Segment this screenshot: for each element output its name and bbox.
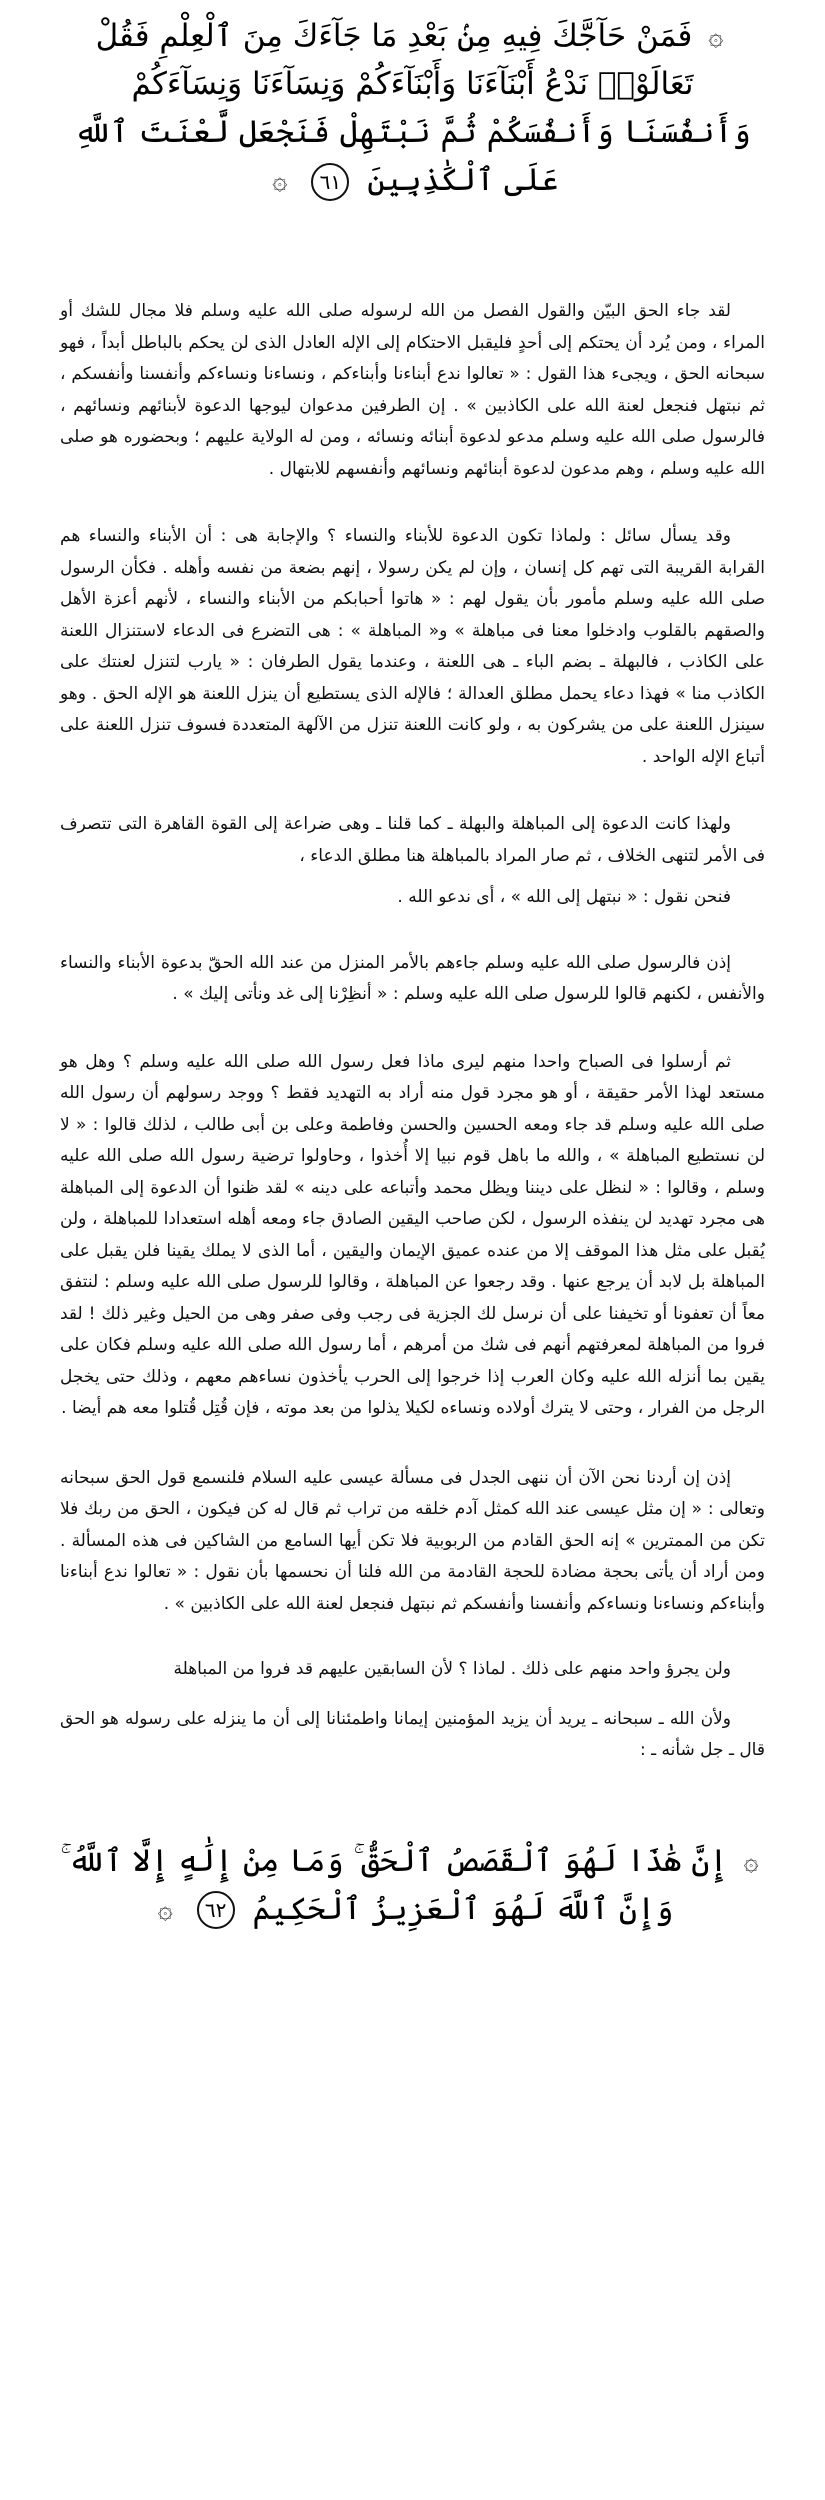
paragraph-3: ولهذا كانت الدعوة إلى المباهلة والبهلة ـ كما قلنا ـ وهى ضراعة إلى القوة القاهرة التى تتصرف فى الأمر لتنهى الخلاف ، ثم صار المراد بالمباهلة هنا مطلق الدعاء ،	[60, 814, 765, 866]
ayah-number-badge: ٦١	[311, 163, 349, 201]
ayah-number-badge: ٦٢	[197, 1891, 235, 1929]
verse-line-2: تَعَالَوْا۟ نَدْعُ أَبْنَآءَنَا وَأَبْنَآءَكُمْ وَنِسَآءَنَا وَنِسَآءَكُمْ	[131, 66, 694, 103]
ornament-icon: ۞	[272, 166, 288, 197]
quran-verse-top	[60, 0, 765, 270]
quote-line: فنحن نقول : « نبتهل إلى الله » ، أى ندعو الله .	[397, 887, 731, 907]
verse-bottom-line-2: وَإِنَّ ٱللَّهَ لَهُوَ ٱلْعَزِيزُ ٱلْحَكِيمُ	[252, 1890, 674, 1927]
paragraph-6: إذن إن أردنا نحن الآن أن ننهى الجدل فى مسألة عيسى عليه السلام فلنسمع قول الحق سبحانه وتعالى : « إن مثل عيسى عند الله كمثل آدم خلقه من تراب ثم قال له كن فيكون ، الحق من ربك فلا تكن من الممترين » إنه الحق القادم من الربوبية فلا تكن أيها السامع من الشاكين فى هذه المسألة . ومن أراد أن يأتى بحجة مضادة للحجة القادمة من الله فلنا أن نحسمها بأن نقول : « تعالوا ندع أبناءنا وأبناءكم ونساءنا ونساءكم وأنفسنا وأنفسكم ثم نبتهل فنجعل لعنة الله على الكاذبين » .	[60, 1467, 765, 1614]
paragraph-1: لقد جاء الحق البيّن والقول الفصل من الله لرسوله صلى الله عليه وسلم فلا مجال للشك أو المراء ، ومن يُرد أن يحتكم إلى أحدٍ فليقبل الاحتكام إلى الإله العادل الذى لن يحكم بالباطل أبداً ، فهو سبحانه الحق ، ويجىء هذا القول : « تعالوا ندع أبناءنا وأبناءكم ، ونساءنا ونساءكم وأنفسنا وأنفسكم ، ثم نبتهل فنجعل لعنة الله على الكاذبين » . إن الطرفين مدعوان ليوجها الدعوة لأبنائهم ونسائهم ، فالرسول صلى الله عليه وسلم مدعو لدعوة أبنائه ونسائه ، ومن له الولاية عليهم ؛ وبحضوره هو صلى الله عليه وسلم ، وهم مدعون لدعوة أبنائهم ونسائهم وأنفسهم للابتهال .	[60, 301, 765, 479]
ornament-icon: ۞	[743, 1846, 759, 1877]
verse-bottom-line-1: إِنَّ هَٰذَا لَهُوَ ٱلْقَصَصُ ٱلْحَقُّ ۚ وَمَا مِنْ إِلَٰهٍ إِلَّا ٱللَّهُ ۚ	[60, 1842, 728, 1879]
verse-line-1: فَمَنْ حَآجَّكَ فِيهِ مِنۢ بَعْدِ مَا جَآءَكَ مِنَ ٱلْعِلْمِ فَقُلْ	[95, 18, 693, 54]
paragraph-7: ولن يجرؤ واحد منهم على ذلك . لماذا ؟ لأن السابقين عليهم قد فروا من المباهلة	[173, 1659, 731, 1679]
paragraph-4: إذن فالرسول صلى الله عليه وسلم جاءهم بالأمر المنزل من عند الله الحقّ بدعوة الأبناء والنساء والأنفس ، لكنهم قالوا للرسول صلى الله عليه وسلم : « أنظِرْنا إلى غد ونأتى إليك » .	[60, 952, 765, 1004]
ornament-icon: ۞	[708, 22, 724, 53]
verse-line-3: وَأَنفُسَنَا وَأَنفُسَكُمْ ثُمَّ نَبْتَهِلْ فَنَجْعَل لَّعْنَتَ ٱللَّهِ	[74, 114, 751, 151]
paragraph-2: وقد يسأل سائل : ولماذا تكون الدعوة للأبناء والنساء ؟ والإجابة هى : أن الأبناء والنساء هم القرابة القريبة التى تهم كل إنسان ، وإن لم يكن رسولا ، إنهم بضعة من نفسه وأهله . فكأن الرسول صلى الله عليه وسلم مأمور بأن يقول لهم : « هاتوا أحبابكم من الأبناء والنساء ، لأنهم أعزة الأهل والصقهم بالقلوب وادخلوا معنا فى مباهلة » و« المباهلة » : هى التضرع فى الدعاء لاستنزال اللعنة على الكاذب ، فالبهلة ـ بضم الباء ـ هى اللعنة ، وعندما يقول الطرفان : « يارب لتنزل لعنتك على الكاذب منا » فهذا دعاء يحمل مطلق العدالة ؛ فالإله الذى يستطيع أن ينزل اللعنة هو الإله الحق . وهو سينزل اللعنة على من يشركون به ، ولو كانت اللعنة تنزل من الآلهة المتعددة فسوف تنزل اللعنة على أتباع الإله الواحد .	[60, 526, 765, 767]
paragraph-8: ولأن الله ـ سبحانه ـ يريد أن يزيد المؤمنين إيمانا واطمئنانا إلى أن ما ينزله على رسوله هو الحق قال ـ جل شأنه ـ :	[60, 1708, 765, 1760]
verse-line-4: عَلَى ٱلْكَٰذِبِينَ	[367, 162, 559, 199]
ornament-icon: ۞	[157, 1894, 173, 1925]
paragraph-5: ثم أرسلوا فى الصباح واحدا منهم ليرى ماذا فعل رسول الله صلى الله عليه وسلم ؟ وهل هو مستعد لهذا الأمر حقيقة ، أو هو مجرد قول منه أراد به التهديد فقط ؟ ووجد رسولهم أن رسول الله صلى الله عليه وسلم قد جاء ومعه الحسين والحسن وفاطمة وعلى بن أبى طالب ، لذلك قالوا : « لا لن نستطيع المباهلة » ، والله ما باهل قوم نبيا إلا أُخذوا ، وحاولوا ترضية رسول الله صلى الله عليه وسلم ، وقالوا : « لنظل على ديننا ويظل محمد وأتباعه على دينه » لقد ظنوا أن الدعوة إلى المباهلة هى مجرد تهديد لن ينفذه الرسول ، لكن صاحب اليقين الصادق جاء ومعه أهله استعدادا للمباهلة ، ولن يُقبل على مثل هذا الموقف إلا من عنده عميق الإيمان واليقين ، أما الذى لا يملك يقينا فلن يقبل على المباهلة بل لابد أن يرجع عنها . وقد رجعوا عن المباهلة ، وقالوا للرسول صلى الله عليه وسلم : لنتفق معاً أن تعفونا أو تخيفنا على أن نرسل لك الجزية فى رجب وفى صفر وهى من الحيل وغير ذلك ! لقد فروا من المباهلة لمعرفتهم أنهم فى شك من أمرهم ، أما رسول الله صلى الله عليه وسلم فكان على يقين بما أنزله الله عليه وكان العرب إذا خرجوا إلى الحرب يأخذون نساءهم معهم ، وذلك حتى يخجل الرجل من الفرار ، وحتى لا يترك أولاده ونساءه لكيلا يذلوا من بعد موته ، فإن قُتِل قُتلوا معه هم أيضا .	[60, 1051, 765, 1418]
quran-verse-bottom	[60, 1837, 765, 1933]
